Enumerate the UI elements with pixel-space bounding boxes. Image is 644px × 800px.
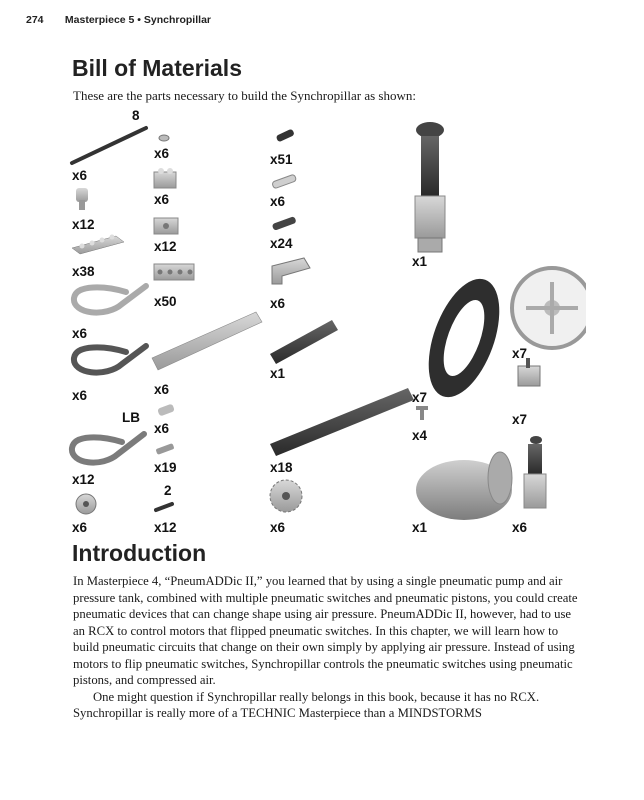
qty-plate: x38 (72, 264, 95, 279)
qty-liftarm-15: x18 (270, 460, 293, 475)
qty-axle: x6 (72, 168, 88, 183)
wheel-rim-icon (512, 268, 586, 348)
hose-lb-icon (72, 434, 144, 463)
small-cylinder-icon (524, 436, 546, 508)
hose-grey-icon (74, 286, 146, 313)
axle-2-icon (156, 504, 172, 510)
qty-air-tank: x1 (412, 520, 428, 535)
axle-length-2: 2 (164, 483, 172, 498)
axle-pin-icon (156, 443, 175, 455)
qty-pneumatic-cylinder: x1 (412, 254, 428, 269)
running-header (26, 14, 211, 26)
qty-friction-pin: x24 (270, 236, 293, 251)
parts-figure (66, 108, 586, 540)
friction-pin-icon (272, 216, 297, 231)
bush-icon (76, 188, 88, 210)
qty-tire: x7 (412, 390, 428, 405)
air-tank-icon (416, 452, 512, 520)
qty-brick-1x4: x50 (154, 294, 177, 309)
qty-brick-1x2-hole: x12 (154, 239, 177, 254)
qty-hose-grey: x6 (72, 326, 88, 341)
qty-wheel-rim: x7 (512, 346, 528, 361)
plate-1x4-icon (72, 235, 124, 255)
gear-small-icon (76, 494, 96, 514)
liftarm-9-icon (270, 320, 338, 364)
introduction-body (73, 573, 583, 722)
pneumatic-cylinder-icon (415, 122, 445, 252)
qty-bush: x12 (72, 217, 95, 232)
bom-intro: These are the parts necessary to build the Synchropillar as shown: (73, 88, 416, 103)
pin-long-icon (272, 174, 297, 189)
brick-1x2-icon (154, 168, 176, 188)
parts-illustration (66, 108, 586, 540)
qty-hose-dark: x6 (72, 388, 88, 403)
pin-black-icon (276, 128, 295, 142)
pneumatic-switch-icon (518, 358, 540, 386)
qty-tube-connector: x6 (154, 146, 170, 161)
qty-gear-small: x6 (72, 520, 88, 535)
qty-liftarm-bent: x6 (270, 296, 286, 311)
brick-1x2-hole-icon (154, 218, 178, 234)
qty-t-connector: x4 (412, 428, 428, 443)
qty-pin-black: x51 (270, 152, 293, 167)
pin-grey-icon (157, 404, 175, 417)
liftarm-15-icon (270, 388, 414, 456)
qty-pin-grey: x6 (154, 421, 170, 436)
introduction-heading: Introduction (72, 540, 207, 566)
axle-length-8: 8 (132, 108, 140, 123)
qty-pin-long: x6 (270, 194, 286, 209)
running-title: Masterpiece 5 • Synchropillar (64, 14, 211, 26)
bom-heading: Bill of Materials (72, 55, 242, 81)
page-number: 274 (26, 14, 44, 26)
qty-hose-lb: x12 (72, 472, 95, 487)
qty-axle-pin: x19 (154, 460, 177, 475)
brick-1x4-icon (154, 264, 194, 280)
hose-dark-icon (74, 346, 146, 373)
qty-small-cylinder: x6 (512, 520, 528, 535)
qty-brick-1x2: x6 (154, 192, 170, 207)
label-lb: LB (122, 410, 140, 425)
qty-axle-2: x12 (154, 520, 177, 535)
gear-24-icon (270, 480, 302, 512)
qty-liftarm-9: x1 (270, 366, 286, 381)
qty-pneumatic-switch: x7 (512, 412, 528, 427)
axle-8-icon (72, 128, 146, 163)
tube-connector-icon (159, 135, 169, 141)
qty-gear-24: x6 (270, 520, 286, 535)
introduction-paragraph-1: In Masterpiece 4, “PneumADDic II,” you learned that by using a single pneumatic pump and air pressure tank, combined with multiple pneumatic switches and pneumatic pistons, you could create pneumatic devices that can change shape using air pressure. PneumADDic II, however, had to use an RCX to control motors that flipped pneumatic switches. In this chapter, we will learn how to build pneumatic circuits that change on their own simply by applying air pressure. Instead of using motors to flip pneumatic switches, Synchropillar controls the pneumatic switches using pneumatic pistons, and compressed air. (73, 574, 578, 687)
liftarm-bent-icon (272, 258, 310, 284)
introduction-paragraph-2: One might question if Synchropillar really belongs in this book, because it has no RCX. Synchropillar is really more of a TECHNIC Masterpiece than a MINDSTORMS (73, 689, 540, 720)
qty-brick-1x16: x6 (154, 382, 170, 397)
t-connector-icon (416, 408, 428, 420)
tire-icon (415, 269, 514, 406)
brick-1x16-icon (152, 312, 262, 370)
